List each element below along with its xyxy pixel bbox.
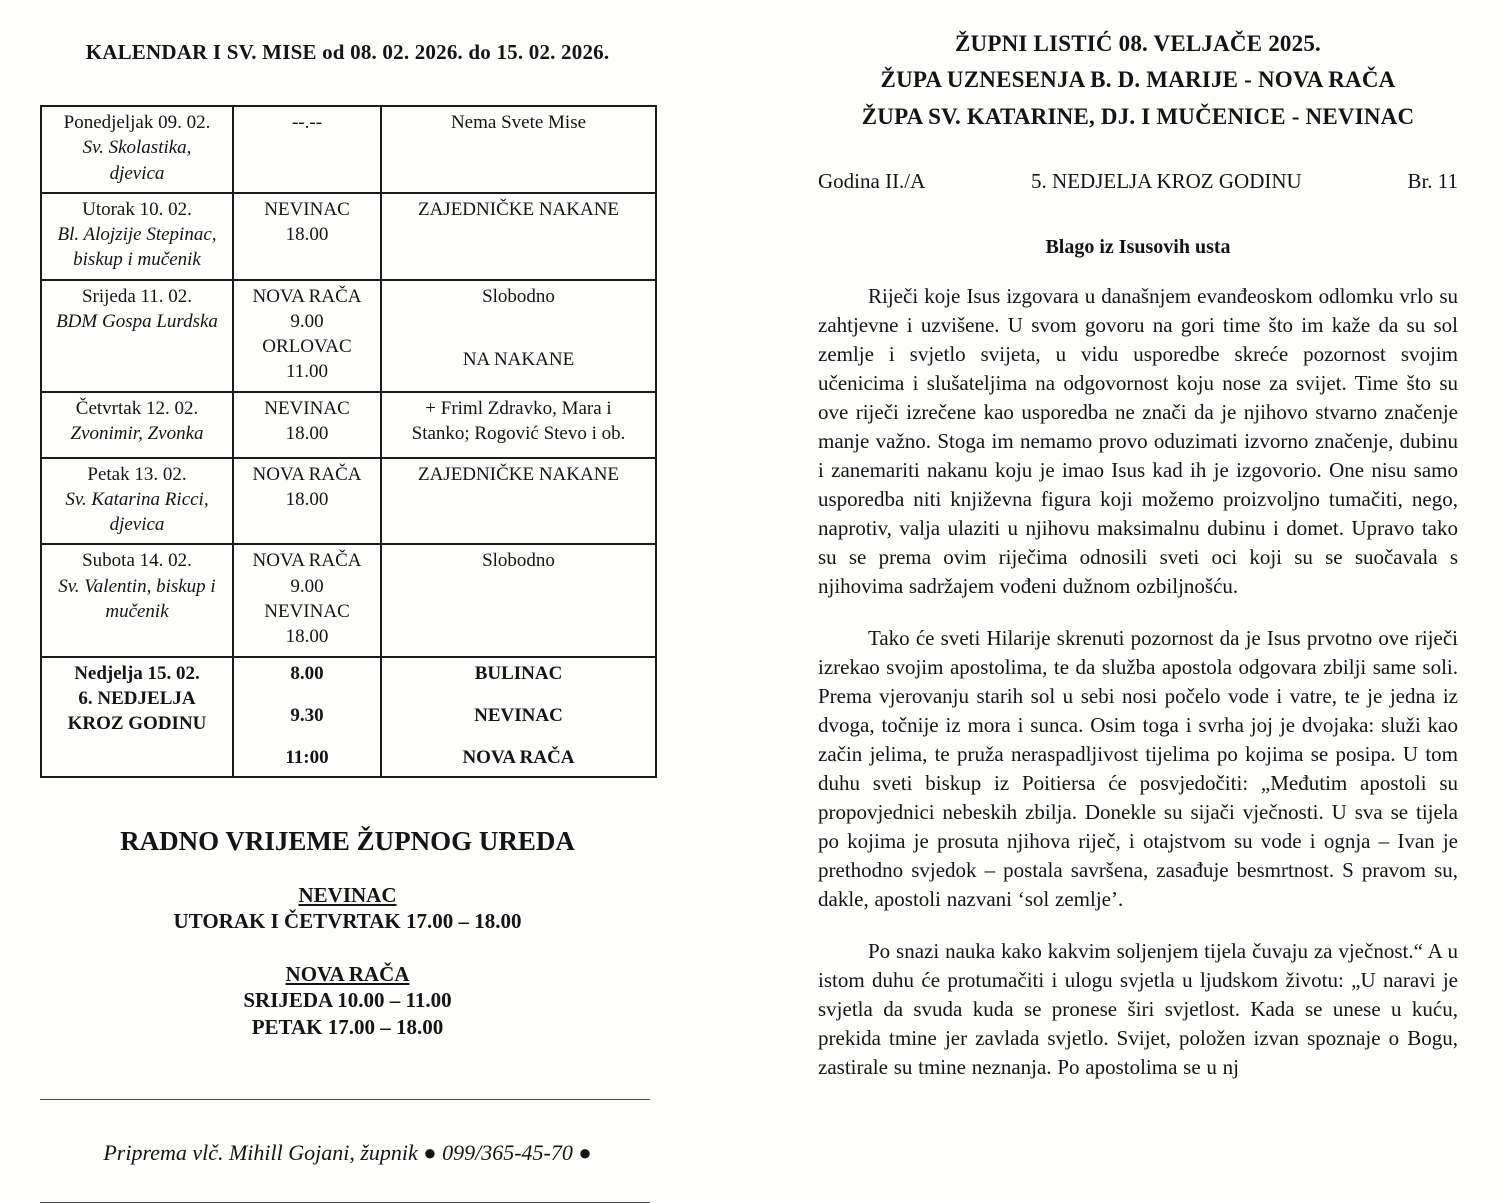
article-paragraph: Tako će sveti Hilarije skrenuti pozornost da je Isus prvotno ove riječi izrekao svojim apostolima, te da služba apostola odgovara zbilji same soli. Prema vjerovanju starih sol u sebi nosi počelo vode i vatre, te je jedna iz dvoga, točnije iz mora i sunca. Osim toga i svrha joj je dvojaka: služi kao začin jelima, te pruža neraspadljivost tijelima po kojima se posipa. U tom duhu sveti biskup iz Poitiersa će posvjedočiti: „Međutim apostoli su propovjednici nebeskih zbilja. Donekle su sijači vječnosti. U sva se tijela po kojima je prosuta njihova riječ, i otajstvom su vode i ognja – Ivan je prethodno svjedok – postala savršena, zasađuje besmrtnost. S pravom su, dakle, apostoli nazvani ‘sol zemlje’. <box>818 625 1458 911</box>
time-cell <box>233 458 381 545</box>
mass-calendar-table <box>40 105 657 778</box>
table-row-sunday <box>41 657 656 778</box>
office-hours-line: SRIJEDA 10.00 – 11.00 <box>243 987 452 1012</box>
credit-line: Priprema vlč. Mihill Gojani, župnik ● 099/365-45-70 ● <box>103 1140 592 1166</box>
saint-label: Sv. Valentin, biskup i <box>58 575 216 597</box>
time-cell <box>233 657 381 778</box>
day-label: Ponedjeljak 09. 02. <box>63 112 211 133</box>
day-cell <box>41 280 233 392</box>
day-label: 6. NEDJELJA <box>78 687 196 709</box>
calendar-page <box>0 0 655 1166</box>
masthead-line: ŽUPA SV. KATARINE, DJ. I MUČENICE - NEVINAC <box>861 103 1415 129</box>
time-line: 9.00 <box>290 310 324 332</box>
saint-label: Sv. Skolastika, <box>82 137 192 159</box>
saint-label: BDM Gospa Lurdska <box>56 310 218 332</box>
time-line: NEVINAC <box>264 198 350 220</box>
time-line: NOVA RAČA <box>252 285 362 307</box>
intention-cell <box>381 544 656 656</box>
day-cell <box>41 657 233 778</box>
article-heading: Blago iz Isusovih usta <box>1045 235 1231 258</box>
intention-line: Nema Svete Mise <box>450 112 587 133</box>
time-line: NOVA RAČA <box>252 463 362 485</box>
table-row <box>41 392 656 458</box>
intention-cell <box>381 458 656 545</box>
time-cell <box>233 280 381 392</box>
intention-line: ZAJEDNIČKE NAKANE <box>417 198 620 220</box>
day-label: Petak 13. 02. <box>87 463 187 485</box>
intention-cell <box>381 280 656 392</box>
saint-label: Bl. Alojzije Stepinac, <box>57 224 217 246</box>
intention-cell <box>381 106 656 193</box>
issue-meta-row <box>818 169 1458 194</box>
masthead-line: ŽUPNI LISTIĆ 08. VELJAČE 2025. <box>955 31 1321 56</box>
time-line: 11.00 <box>285 361 329 383</box>
intention-line: Slobodno <box>482 285 555 307</box>
sunday-title: 5. NEDJELJA KROZ GODINU <box>1031 168 1302 193</box>
day-label: KROZ GODINU <box>67 713 207 735</box>
office-place-nova-raca: NOVA RAČA <box>285 961 410 986</box>
intention-line: Slobodno <box>482 550 555 572</box>
time-line: 11:00 <box>285 747 329 769</box>
article-paragraph: Riječi koje Isus izgovara u današnjem evanđeoskom odlomku vrlo su zahtjevne i uzvišene. U svom govoru na gori time što im kaže da su sol zemlje i svjetlo svijeta, u vidu usporedbe skreće pozornost svojim učenicima i slušateljima na odgovornost koju nose za svijet. Time što su ove riječi izrečene kao usporedba ne znači da je njihovo stvarno značenje manje važno. Stoga im nemamo provo oduzimati izvorno značenje, dubinu i zanemariti nakanu koju je imao Isus kad ih je izgovorio. One nisu samo usporedba niti književna figura koji možemo proizvoljno tumačiti, nego, naprotiv, valja ulaziti u njihovu maksimalnu dubinu i domet. Upravo tako su se prema ovim riječima odnosili sveti oci koji su se suočavala s njihovima sadržajem vođeni dužnom ozbiljnošću. <box>818 283 1458 598</box>
saint-label: Zvonimir, Zvonka <box>70 422 204 444</box>
intention-line: + Friml Zdravko, Mara i <box>425 397 612 419</box>
time-line: 18.00 <box>285 422 329 444</box>
day-label: Srijeda 11. 02. <box>81 285 193 307</box>
table-row <box>41 544 656 656</box>
time-cell <box>233 193 381 280</box>
newsletter-page <box>655 0 1500 1079</box>
office-hours-line: UTORAK I ČETVRTAK 17.00 – 18.00 <box>173 909 522 934</box>
intention-cell <box>381 392 656 458</box>
saint-label: djevica <box>109 162 165 184</box>
office-place-nevinac: NEVINAC <box>298 883 397 908</box>
divider-line <box>40 1099 650 1100</box>
time-line: 18.00 <box>285 488 329 510</box>
day-cell <box>41 458 233 545</box>
day-cell <box>41 193 233 280</box>
day-label: Utorak 10. 02. <box>82 198 192 220</box>
intention-cell <box>381 657 656 778</box>
intention-line: BULINAC <box>474 662 563 684</box>
day-label: Subota 14. 02. <box>82 550 192 572</box>
time-line: 9.00 <box>290 575 324 597</box>
table-row <box>41 106 656 193</box>
masthead-line: ŽUPA UZNESENJA B. D. MARIJE - NOVA RAČA <box>880 67 1396 93</box>
time-line: 8.00 <box>290 662 324 684</box>
issue-number: Br. 11 <box>1407 168 1458 193</box>
intention-line: NOVA RAČA <box>462 747 575 769</box>
time-line: NEVINAC <box>264 397 350 419</box>
day-cell <box>41 392 233 458</box>
saint-label: Sv. Katarina Ricci, <box>65 488 209 510</box>
intention-cell <box>381 193 656 280</box>
time-line: --.-- <box>291 112 323 133</box>
time-line: ORLOVAC <box>262 336 352 358</box>
day-label: Nedjelja 15. 02. <box>74 662 200 684</box>
table-row <box>41 193 656 280</box>
calendar-title: KALENDAR I SV. MISE od 08. 02. 2026. do 15. 02. 2026. <box>85 40 610 64</box>
time-line: 18.00 <box>285 626 329 648</box>
liturgical-year: Godina II./A <box>818 168 926 193</box>
office-hours-title: RADNO VRIJEME ŽUPNOG UREDA <box>120 826 575 857</box>
time-line: NOVA RAČA <box>252 550 362 572</box>
time-cell <box>233 544 381 656</box>
day-cell <box>41 106 233 193</box>
table-row <box>41 458 656 545</box>
day-cell <box>41 544 233 656</box>
time-line: NEVINAC <box>264 600 350 622</box>
intention-line: Stanko; Rogović Stevo i ob. <box>411 422 626 444</box>
intention-line: NEVINAC <box>474 704 563 726</box>
article-paragraph: Po snazi nauka kako kakvim soljenjem tijela čuvaju za vječnost.“ A u istom duhu će protumačiti i ulogu svjetla u ljudskom životu: „U naravi je svjetla da svuda kuda se pronese širi svjetlost. Kada se unese u kuću, prekida tmine jer zavlada svjetlo. Svijet, položen izvan spoznaje o Bogu, zastirale su tmine neznanja. Po apostolima se u nj <box>818 938 1458 1079</box>
intention-line: NA NAKANE <box>462 348 575 370</box>
time-cell <box>233 392 381 458</box>
table-row <box>41 280 656 392</box>
time-cell <box>233 106 381 193</box>
time-line: 18.00 <box>285 224 329 246</box>
saint-label: mučenik <box>105 600 169 622</box>
time-line: 9.30 <box>290 704 324 726</box>
newsletter-masthead <box>818 26 1458 135</box>
office-hours-line: PETAK 17.00 – 18.00 <box>251 1014 444 1039</box>
saint-label: biskup i mučenik <box>73 249 201 271</box>
intention-line: ZAJEDNIČKE NAKANE <box>417 463 620 485</box>
day-label: Četvrtak 12. 02. <box>75 397 199 419</box>
saint-label: djevica <box>109 514 165 536</box>
